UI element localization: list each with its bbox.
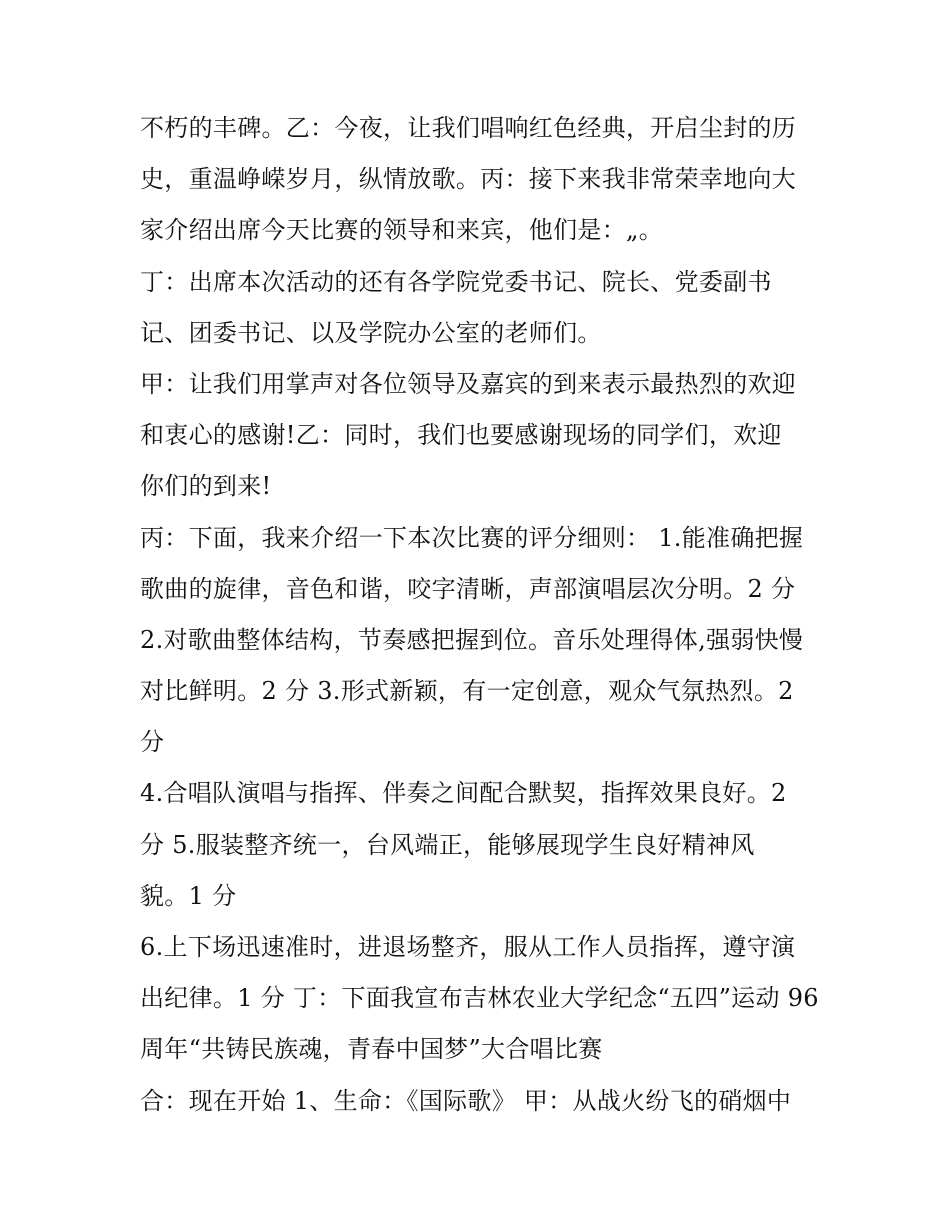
text-line: 合：现在开始 1、生命：《国际歌》 甲：从战火纷飞的硝烟中 (140, 1086, 792, 1115)
text-line: 歌曲的旋律，音色和谐，咬字清晰，声部演唱层次分明。2 分 (140, 574, 796, 603)
text-line: 周年“共铸民族魂，青春中国梦”大合唱比赛 (140, 1035, 603, 1064)
text-line: 对比鲜明。2 分 3.形式新颖，有一定创意，观众气氛热烈。2 (140, 677, 794, 706)
text-line: 6.上下场迅速准时，进退场整齐，服从工作人员指挥，遵守演 (140, 933, 796, 961)
document-body (140, 110, 820, 1134)
text-line: 丁：出席本次活动的还有各学院党委书记、院长、党委副书 (140, 267, 772, 296)
text-line: 4.合唱队演唱与指挥、伴奏之间配合默契，指挥效果良好。2 (140, 779, 787, 808)
text-line: 家介绍出席今天比赛的领导和来宾，他们是：„。 (140, 216, 664, 245)
text-line: 不朽的丰碑。乙：今夜，让我们唱响红色经典，开启尘封的历 (140, 114, 797, 142)
text-line: 和衷心的感谢!乙：同时，我们也要感谢现场的同学们，欢迎 (140, 421, 782, 450)
text-line: 丙：下面，我来介绍一下本次比赛的评分细则： 1.能准确把握 (140, 523, 804, 552)
text-line: 2.对歌曲整体结构，节奏感把握到位。音乐处理得体,强弱快慢 (140, 625, 804, 654)
text-line: 貌。1 分 (140, 881, 237, 910)
text-line: 出纪律。1 分 丁：下面我宣布吉林农业大学纪念“五四”运动 96 (140, 984, 819, 1013)
text-line: 甲：让我们用掌声对各位领导及嘉宾的到来表示最热烈的欢迎 (140, 369, 797, 398)
text-line: 记、团委书记、以及学院办公室的老师们。 (140, 318, 602, 347)
text-line: 分 (140, 728, 165, 757)
text-line: 史，重温峥嵘岁月，纵情放歌。丙：接下来我非常荣幸地向大 (140, 165, 797, 194)
text-line: 你们的到来! (140, 472, 272, 501)
text-line: 分 5.服装整齐统一，台风端正，能够展现学生良好精神风 (140, 830, 755, 859)
